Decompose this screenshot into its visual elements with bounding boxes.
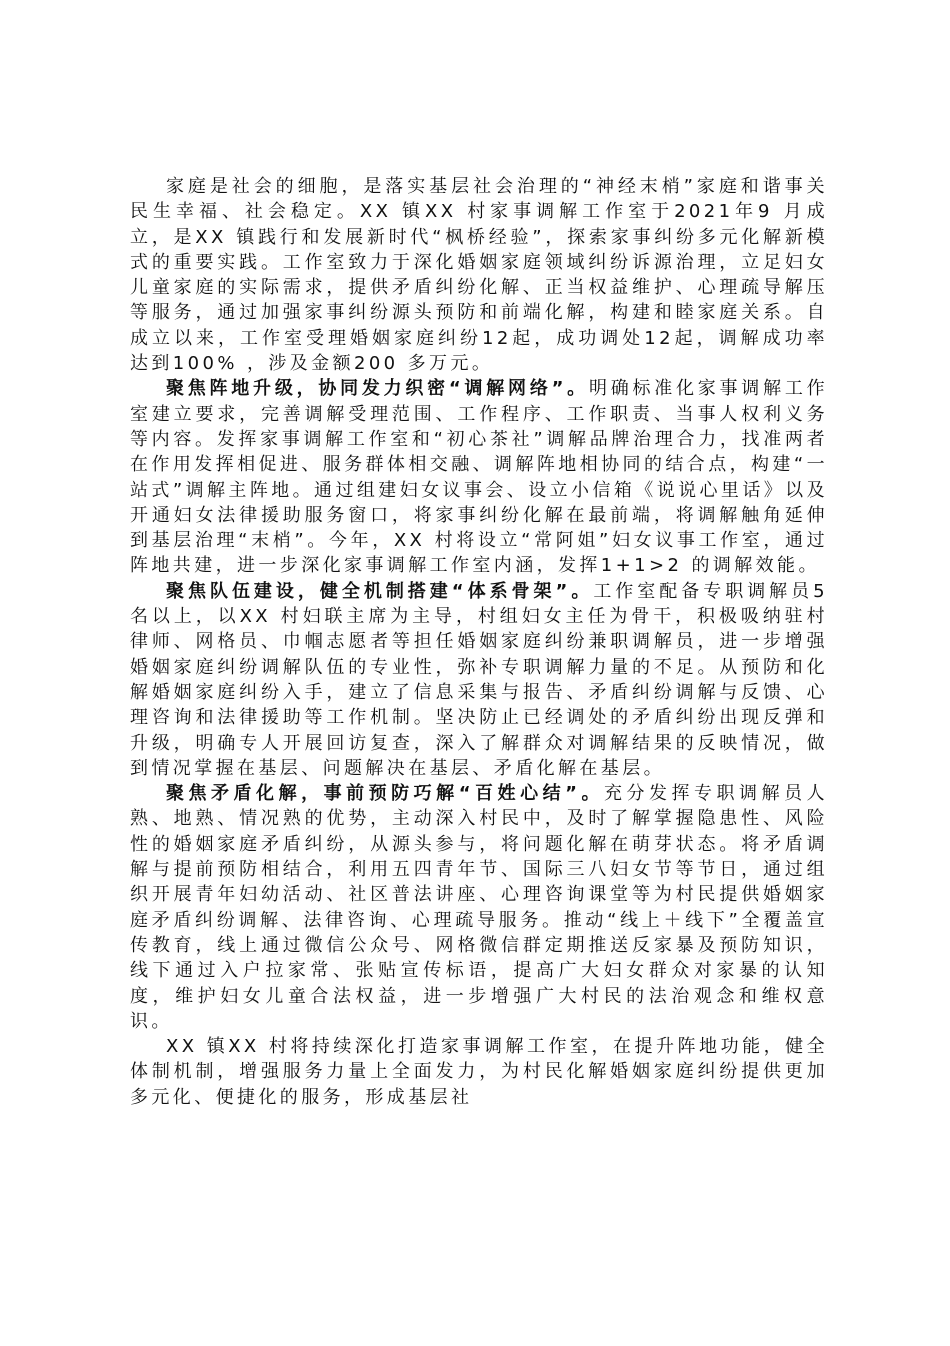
paragraph-venue-upgrade (130, 376, 828, 578)
paragraph-team-building (130, 579, 828, 781)
paragraph-lead: 聚焦阵地升级，协同发力织密“调解网络”。 (166, 378, 589, 400)
paragraph-intro (130, 174, 828, 376)
paragraph-text: 工作室配备专职调解员5 名以上，以XX 村妇联主席为主导，村组妇女主任为骨干，积极吸纳驻村律师、网格员、巾帼志愿者等担任婚姻家庭纠纷兼职调解员，进一步增强婚姻家庭纠纷调解队伍的专业性，弥补专职调解力量的不足。从预防和化解婚姻家庭纠纷入手，建立了信息采集与报告、矛盾纠纷调解与反馈、心理咨询和法律援助等工作机制。坚决防止已经调处的矛盾纠纷出现反弹和升级，明确专人开展回访复查，深入了解群众对调解结果的反映情况，做到情况掌握在基层、问题解决在基层、矛盾化解在基层。 (130, 580, 828, 779)
paragraph-text: 家庭是社会的细胞，是落实基层社会治理的“神经末梢”家庭和谐事关民生幸福、社会稳定。XX 镇XX 村家事调解工作室于2021年9 月成立，是XX 镇践行和发展新时代“枫桥经验”，探索家事纠纷多元化解新模式的重要实践。工作室致力于深化婚姻家庭领域纠纷诉源治理，立足妇女儿童家庭的实际需求，提供矛盾纠纷化解、正当权益维护、心理疏导解压等服务，通过加强家事纠纷源头预防和前端化解，构建和睦家庭关系。自成立以来，工作室受理婚姻家庭纠纷12起，成功调处12起，调解成功率达到100% ，涉及金额200 多万元。 (130, 176, 828, 375)
paragraph-text: 充分发挥专职调解员人熟、地熟、情况熟的优势，主动深入村民中，及时了解掌握隐患性、风险性的婚姻家庭矛盾纠纷，从源头参与，将问题化解在萌芽状态。将矛盾调解与提前预防相结合，利用五四青年节、国际三八妇女节等节日，通过组织开展青年妇幼活动、社区普法讲座、心理咨询课堂等为村民提供婚姻家庭矛盾纠纷调解、法律咨询、心理疏导服务。推动“线上＋线下”全覆盖宣传教育，线上通过微信公众号、网格微信群定期推送反家暴及预防知识，线下通过入户拉家常、张贴宣传标语，提高广大妇女群众对家暴的认知度，维护妇女儿童合法权益，进一步增强广大村民的法治观念和维权意识。 (130, 783, 829, 1032)
paragraph-text: XX 镇XX 村将持续深化打造家事调解工作室，在提升阵地功能，健全体制机制，增强服务力量上全面发力，为村民化解婚姻家庭纠纷提供更加多元化、便捷化的服务，形成基层社 (130, 1036, 828, 1108)
paragraph-text: 明确标准化家事调解工作室建立要求，完善调解受理范围、工作程序、工作职责、当事人权利义务等内容。发挥家事调解工作室和“初心茶社”调解品牌治理合力，找准两者在作用发挥相促进、服务群体相交融、调解阵地相协同的结合点，构建“一站式”调解主阵地。通过组建妇女议事会、设立小信箱《说说心里话》以及开通妇女法律援助服务窗口，将家事纠纷化解在最前端，将调解触角延伸到基层治理“末梢”。今年，XX 村将设立“常阿姐”妇女议事工作室，通过阵地共建，进一步深化家事调解工作室内涵，发挥1+1>2 的调解效能。 (130, 378, 828, 577)
document-body (130, 174, 828, 1110)
paragraph-conflict-resolution (130, 781, 828, 1034)
paragraph-lead: 聚焦矛盾化解，事前预防巧解“百姓心结”。 (166, 783, 604, 805)
paragraph-conclusion (130, 1034, 828, 1110)
paragraph-lead: 聚焦队伍建设，健全机制搭建“体系骨架”。 (166, 580, 594, 602)
